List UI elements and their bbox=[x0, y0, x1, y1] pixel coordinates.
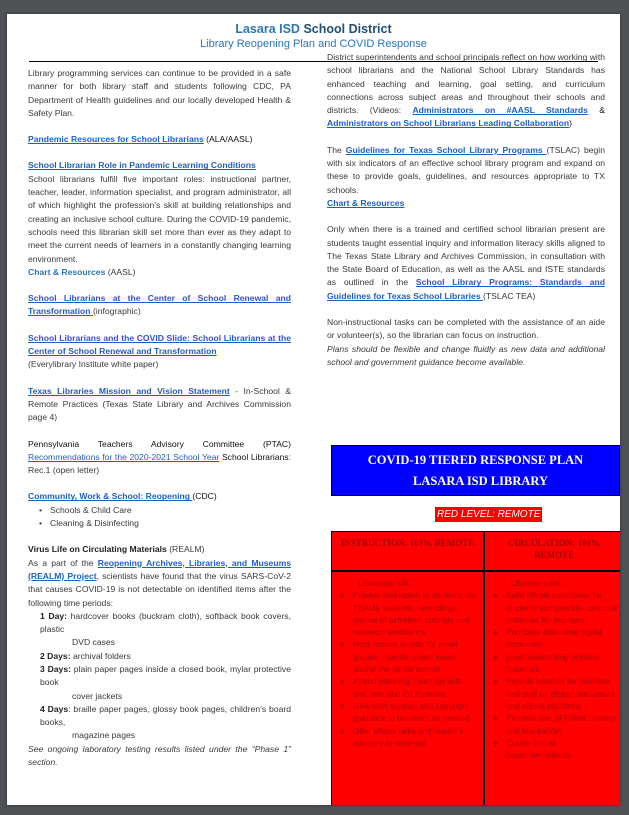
period-item bbox=[28, 650, 291, 663]
admin-collab-link[interactable]: Administrators on School Librarians Leading Collaboration bbox=[327, 118, 570, 129]
admin-body: District superintendents and school principals reflect on how working with school librarians and the National School Library Standards has enhanced teaching and learning, goal setting, and curriculum connections across subject areas and throughout their schools and districts. (Videos: bbox=[327, 52, 606, 116]
chart-resources-source: (AASL) bbox=[105, 266, 136, 277]
period-item bbox=[28, 610, 291, 637]
instruction-item: ◆ Host remote events for small groups, specific grade levels and/or the whole school bbox=[336, 639, 479, 676]
document-header bbox=[7, 22, 620, 51]
ptac-rec: : Rec.1 (open letter) bbox=[28, 451, 291, 476]
realm-body: , scientists have found that the virus SARS-CoV-2 that causes COVID-19 is not detectable on identified items after the following time periods: bbox=[28, 570, 291, 608]
plan-library: LASARA ISD LIBRARY bbox=[412, 474, 548, 488]
instruction-intro: Librarians will... bbox=[358, 579, 415, 588]
covid-slide-source: (Everylibrary Institute white paper) bbox=[28, 359, 159, 370]
period-text: archival folders bbox=[70, 650, 131, 661]
period-item bbox=[28, 703, 291, 730]
period-cont: cover jackets bbox=[72, 690, 123, 701]
tx-standards-link[interactable]: School Library Programs: Standards and Guidelines for Texas School Libraries bbox=[327, 277, 605, 301]
period-label: 4 Days bbox=[40, 703, 69, 714]
center-renewal-link[interactable]: School Librarians at the Center of School Renewal and Transformation bbox=[28, 293, 291, 317]
circulation-item: ◆ Build eBook collections for students and provide curricular materials for teachers bbox=[489, 590, 619, 627]
instruction-heading: INSTRUCTION: 100% REMOTE bbox=[332, 532, 483, 570]
circulation-heading: CIRCULATION: 100% REMOTE bbox=[485, 532, 620, 570]
cdc-bullets bbox=[28, 504, 291, 531]
circulation-cell bbox=[485, 572, 620, 805]
center-renewal bbox=[28, 292, 291, 319]
instruction-cell bbox=[332, 572, 483, 805]
admin-close: ) bbox=[569, 118, 572, 129]
intro-paragraph: Library programming services can continue to be provided in a safe manner for both library staff and students following CDC, PA Department of Health guidelines and our locally developed Health & Safety Plan. bbox=[28, 68, 291, 118]
ptac-prefix: Pennsylvania Teachers Advisory Committee (PTAC) bbox=[28, 438, 291, 449]
only-body: Only when there is a trained and certified school librarian present are students taught essential inquiry and information literacy skills aligned to The Texas State Library and Archives Commission, in consultation with the State Board of Education, as well as the AASL and ISTE standards as outlined in the bbox=[327, 224, 605, 288]
admin-standards-link[interactable]: Administrators on #AASL Standards bbox=[412, 105, 588, 116]
cdc-bullet: • Schools & Child Care bbox=[28, 504, 291, 517]
circulation-intro: Librarians will... bbox=[511, 579, 568, 588]
chart-resources-link[interactable]: Chart & Resources bbox=[28, 266, 106, 277]
period-label: 1 Day: bbox=[40, 610, 68, 621]
circulation-item: ◆ Purchase additional digital resources bbox=[489, 627, 619, 652]
virus-life-source: (REALM) bbox=[166, 544, 205, 555]
librarian-role-body: School librarians fulfill five important roles: instructional partner, teacher, leader, information specialist, and program administrator, all of which highlight the profession’s skill at building relationships and creating an inclusive school culture. During the COVID-19 pandemic, schools need this librarian skill set more than ever as they adapt to meet the current needs of learners in a constantly changing learning environment. bbox=[28, 173, 291, 264]
tx-chart-link[interactable]: Chart & Resources bbox=[327, 197, 405, 208]
circulation-list bbox=[489, 590, 619, 762]
only-when-paragraph bbox=[327, 223, 605, 303]
librarian-role-section bbox=[28, 159, 291, 279]
cdc-bullet: • Cleaning & Disinfecting bbox=[28, 517, 291, 530]
plan-table bbox=[331, 531, 620, 805]
period-text: hardcover books (buckram cloth), softback book covers, plastic bbox=[40, 610, 292, 635]
center-renewal-type: (infographic) bbox=[92, 306, 141, 317]
tx-guidelines-link[interactable]: Guidelines for Texas School Library Programs bbox=[345, 144, 547, 155]
admin-paragraph bbox=[327, 51, 605, 131]
covid-slide bbox=[28, 332, 291, 372]
right-column bbox=[327, 51, 605, 369]
pandemic-resources-link[interactable]: Pandemic Resources for School Librarians bbox=[28, 134, 204, 145]
cdc-link[interactable]: Community, Work & School: Reopening bbox=[28, 491, 193, 502]
title-district: Lasara ISD bbox=[235, 22, 304, 36]
texas-mission-desc: - In-School & Remote Practices (Texas State Library and Archives Commission page 4) bbox=[28, 385, 292, 423]
realm-prefix: As a part of the bbox=[28, 557, 98, 568]
texas-mission bbox=[28, 385, 291, 425]
tx-standards-source: (TSLAC TEA) bbox=[483, 290, 536, 301]
librarian-role-link[interactable]: School Librarian Role in Pandemic Learning Conditions bbox=[28, 160, 256, 171]
period-text: : braille paper pages, glossy book pages, children’s board books, bbox=[40, 703, 292, 728]
tx-body: (TSLAC) begin with six indicators of an effective school library program and expand on these to provide goals, guidelines, and resources appropriate to TX schools. bbox=[327, 144, 605, 195]
left-column bbox=[28, 67, 291, 769]
footnote: See ongoing laboratory testing results listed under the “Phase 1” section. bbox=[28, 743, 291, 768]
admin-amp: & bbox=[587, 105, 605, 116]
instruction-item: ◆ Give tech support and copyright guidance to teachers as needed bbox=[336, 701, 479, 726]
instruction-list bbox=[336, 590, 479, 750]
tiered-response-plan bbox=[331, 445, 620, 805]
tx-prefix: The bbox=[327, 144, 346, 155]
covid-slide-link[interactable]: School Librarians and the COVID Slide: School Librarians at the Center of School Renewal and Transformation bbox=[28, 332, 291, 357]
virus-life-heading: Virus Life on Circulating Materials bbox=[28, 544, 167, 555]
period-cont: DVD cases bbox=[72, 637, 115, 648]
period-label: 3 Days: bbox=[40, 663, 71, 674]
pandemic-resources-source: (ALA/AASL) bbox=[203, 134, 253, 145]
circulation-item: ◆ Provide tutorials for students and staff on district databases and eBook platforms bbox=[489, 676, 619, 713]
texas-mission-link[interactable]: Texas Libraries Mission and Vision Statement bbox=[28, 385, 230, 396]
tx-guidelines bbox=[327, 144, 605, 210]
cdc-section bbox=[28, 490, 291, 530]
instruction-item: ◆ Provide instruction to students via TEAMs sessions, recordings, menus of activities, tutorials and research assistance bbox=[336, 590, 479, 639]
noninstructional: Non-instructional tasks can be completed with the assistance of an aide or volunteer(s), so the librarian can focus on instruction. bbox=[327, 317, 605, 341]
pandemic-resources bbox=[28, 133, 291, 146]
circulation-item: ◆ Curate lists of recommendations bbox=[489, 738, 619, 763]
plans-note: Plans should be flexible and change fluidly as new data and additional school and government guidance become available. bbox=[327, 343, 605, 367]
document-page bbox=[7, 14, 620, 805]
instruction-item: ◆ Offer eBook talks and reader’s advisory to students bbox=[336, 726, 479, 751]
plan-title: COVID-19 TIERED RESPONSE PLAN bbox=[367, 453, 584, 467]
title-school-district: School District bbox=[303, 22, 392, 36]
document-title bbox=[7, 22, 620, 37]
period-cont: magazine pages bbox=[72, 730, 136, 741]
document-subtitle: Library Reopening Plan and COVID Response bbox=[200, 38, 427, 50]
plan-title-box bbox=[331, 445, 620, 496]
instruction-item: ◆ Attend planning meetings with teachers and Ed Partners bbox=[336, 676, 479, 701]
period-text: plain paper pages inside a closed book, mylar protective book bbox=[40, 663, 291, 688]
virus-life-section bbox=[28, 543, 291, 769]
ptac-school-librarians: School Librarians bbox=[219, 451, 289, 462]
cdc-source: (CDC) bbox=[192, 491, 217, 502]
level-badge: RED LEVEL: REMOTE bbox=[437, 509, 541, 520]
circulation-item: ◆ purchase/catalog physical materials bbox=[489, 652, 619, 677]
circulation-item: ◆ Promote use of Follett Destiny and MackinVIA bbox=[489, 713, 619, 738]
realm-link[interactable]: Reopening Archives, Libraries, and Museums (REALM) Project bbox=[28, 557, 291, 581]
ptac-section bbox=[28, 438, 291, 478]
ptac-link[interactable]: Recommendations for the 2020-2021 School Year bbox=[28, 451, 220, 462]
period-item bbox=[28, 663, 291, 690]
period-label: 2 Days: bbox=[40, 650, 71, 661]
